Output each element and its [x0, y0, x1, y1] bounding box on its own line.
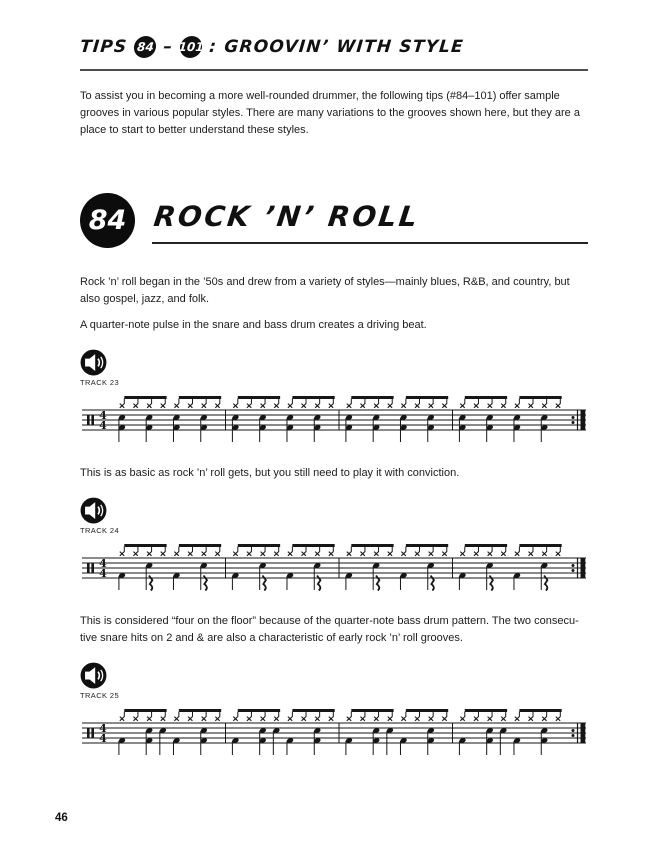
- tip-heading: [80, 193, 588, 248]
- speaker-icon: [80, 497, 107, 524]
- drum-notation: [80, 394, 588, 448]
- svg-text:4: 4: [99, 418, 107, 432]
- svg-text:4: 4: [99, 731, 107, 745]
- tip-number-badge: [80, 193, 135, 248]
- tip-number: 84: [88, 205, 127, 236]
- body-line: tive snare hits on 2 and & are also a characteristic of early rock ’n’ roll grooves.: [80, 632, 463, 644]
- tip-end-badge: [179, 36, 203, 58]
- drum-staff: [80, 394, 588, 448]
- body-line: Rock ’n’ roll began in the ’50s and drew from a variety of styles—mainly blues, R&B, and country, but: [80, 276, 570, 288]
- drum-notation: [80, 707, 588, 761]
- svg-text:4: 4: [99, 556, 107, 570]
- header-suffix: : GROOVIN’ WITH STYLE: [208, 37, 465, 57]
- track-label: TRACK 25: [80, 691, 120, 700]
- tips-range-header: [79, 36, 589, 58]
- track-label: TRACK 24: [80, 526, 120, 535]
- body-line: This is as basic as rock ’n’ roll gets, but you still need to play it with conviction.: [80, 467, 460, 479]
- body-paragraph: [80, 613, 588, 647]
- track-label: TRACK 23: [80, 378, 120, 387]
- svg-text:4: 4: [99, 566, 107, 580]
- drum-staff: [80, 542, 588, 596]
- drum-staff: [80, 707, 588, 761]
- intro-line: place to start to better understand these styles.: [80, 124, 309, 136]
- intro-line: grooves in various popular styles. There are many variations to the grooves shown here, but they are a: [80, 107, 580, 119]
- tip-title-underline: [152, 198, 588, 244]
- tip-start-number: 84: [136, 40, 155, 54]
- intro-line: To assist you in becoming a more well-rounded drummer, the following tips (#84–101) offer sample: [80, 90, 560, 102]
- intro-paragraph: [80, 88, 588, 139]
- range-dash: –: [162, 37, 175, 57]
- audio-track-block: [80, 662, 588, 700]
- body-paragraph: [80, 317, 588, 334]
- tip-end-number: 101: [177, 40, 205, 54]
- body-paragraph: [80, 465, 588, 482]
- body-line: This is considered “four on the floor” because of the quarter-note bass drum pattern. The two consecu-: [80, 615, 579, 627]
- header-rule: [80, 69, 588, 71]
- tips-label: TIPS: [79, 37, 129, 57]
- body-line: also gospel, jazz, and folk.: [80, 293, 210, 305]
- tip-title: ROCK ’N’ ROLL: [151, 199, 422, 233]
- speaker-icon: [80, 662, 107, 689]
- page-number: 46: [55, 812, 68, 824]
- speaker-icon: [80, 349, 107, 376]
- tip-start-badge: [133, 36, 157, 58]
- audio-track-block: [80, 497, 588, 535]
- svg-text:4: 4: [99, 408, 107, 422]
- audio-track-block: [80, 349, 588, 387]
- body-paragraph: [80, 274, 588, 308]
- svg-text:4: 4: [99, 721, 107, 735]
- drum-notation: [80, 542, 588, 596]
- body-line: A quarter-note pulse in the snare and bass drum creates a driving beat.: [80, 319, 427, 331]
